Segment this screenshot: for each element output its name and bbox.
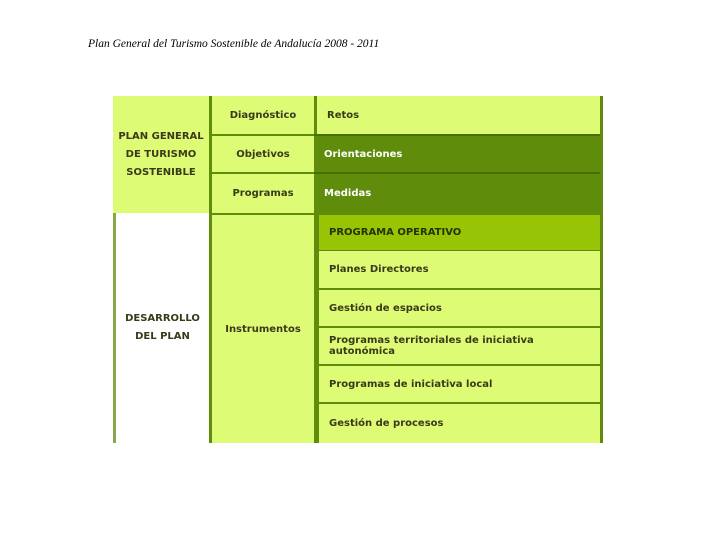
- programas-territoriales-cell: [314, 328, 603, 366]
- diagnostico-label: Diagnóstico: [229, 109, 297, 121]
- programas-iniciativa-local-cell: [314, 366, 603, 404]
- programas-label: Programas: [232, 188, 294, 199]
- programa-operativo-label: PROGRAMA OPERATIVO: [329, 227, 462, 238]
- gestion-espacios-cell: [314, 290, 603, 328]
- diagram-right-border: [600, 96, 603, 443]
- desarrollo-line-1: DESARROLLO: [125, 313, 200, 324]
- plan-diagram: [113, 96, 603, 443]
- plan-general-line-1: PLAN GENERAL: [118, 130, 204, 142]
- gestion-procesos-cell: [314, 404, 603, 443]
- plan-general-line-2: DE TURISMO: [125, 148, 197, 160]
- retos-label: Retos: [327, 109, 360, 121]
- orientaciones-cell: [314, 134, 603, 173]
- programas-territoriales-label: Programas territoriales de iniciativa autonómica: [329, 335, 534, 357]
- medidas-label: Medidas: [324, 188, 372, 199]
- plan-general-line-3: SOSTENIBLE: [126, 166, 196, 178]
- programas-iniciativa-local-label: Programas de iniciativa local: [329, 378, 493, 390]
- page-title: Plan General del Turismo Sostenible de Andalucía 2008 - 2011: [88, 38, 380, 50]
- medidas-cell: [314, 173, 603, 213]
- planes-directores-label: Planes Directores: [329, 264, 429, 275]
- planes-directores-cell: [314, 251, 603, 290]
- gestion-espacios-label: Gestión de espacios: [329, 302, 442, 314]
- programas-cell: [209, 173, 314, 213]
- objetivos-label: Objetivos: [236, 148, 290, 160]
- objetivos-cell: [209, 134, 314, 173]
- gestion-procesos-label: Gestión de procesos: [329, 418, 444, 429]
- retos-cell: [314, 96, 603, 134]
- desarrollo-cell: [113, 213, 209, 443]
- diagnostico-cell: [209, 96, 314, 134]
- plan-general-cell: [113, 96, 209, 213]
- instrumentos-label: Instrumentos: [225, 323, 301, 335]
- orientaciones-label: Orientaciones: [324, 148, 403, 160]
- desarrollo-line-2: DEL PLAN: [135, 331, 190, 342]
- instrumentos-cell: [209, 213, 314, 443]
- programa-operativo-cell: [314, 213, 603, 251]
